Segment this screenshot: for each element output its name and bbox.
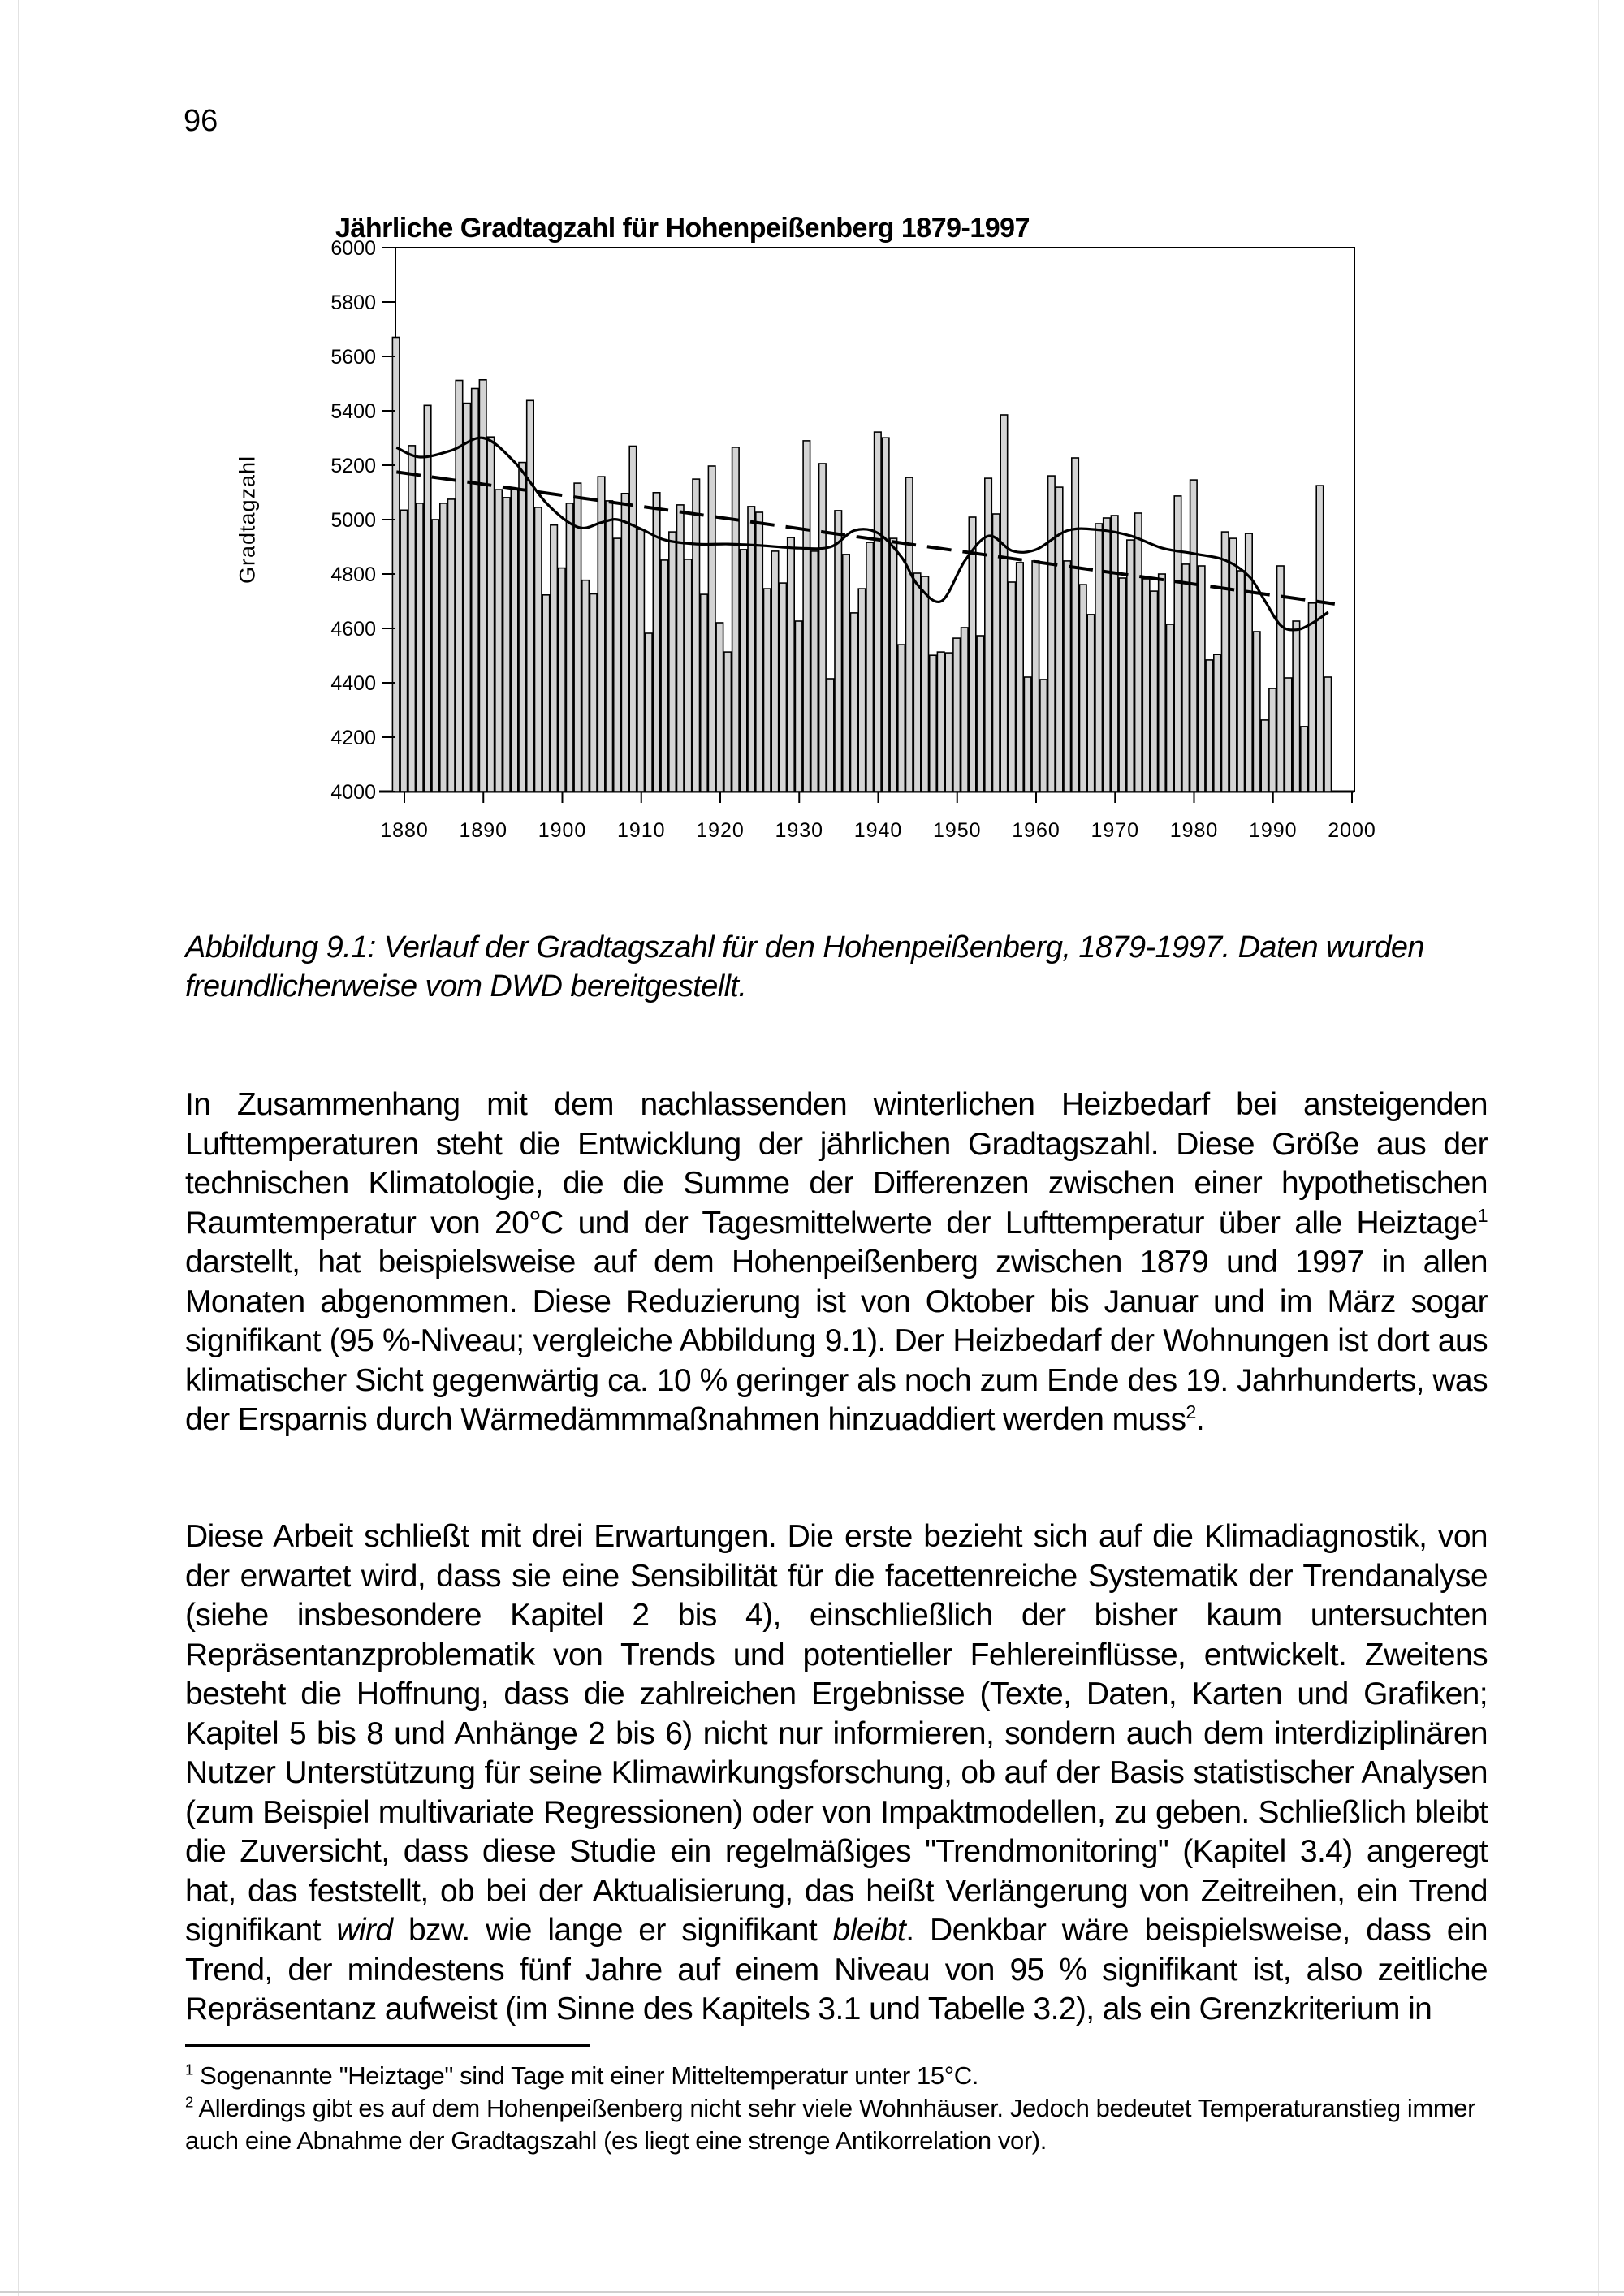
bar [890,538,897,792]
bar [922,576,929,792]
bar [400,510,408,792]
footnote-text: Sogenannte "Heiztage" sind Tage mit einer Mitteltemperatur unter 15°C. [192,2061,978,2090]
figure-chart [0,0,1624,877]
bar [1167,624,1174,792]
bar [1277,566,1285,792]
bar [977,636,984,792]
bar [440,503,447,792]
bar [677,505,685,792]
bar [1040,680,1047,792]
bar [764,589,771,792]
bar [1009,582,1016,792]
bar [701,594,708,792]
bar [606,501,613,792]
x-tick-label: 1950 [932,819,982,842]
emphasis-bleibt: bleibt [832,1913,906,1948]
bar [1024,677,1031,792]
y-tick-label: 5000 [330,509,376,532]
y-tick-label: 5800 [330,291,376,314]
y-tick-label: 6000 [330,237,376,260]
bar [637,529,645,792]
bar [1309,603,1316,792]
bar [685,559,692,792]
bar [432,520,439,792]
bar [614,538,621,792]
footnote-mark: 2 [185,2093,193,2111]
bar [740,550,747,792]
bar [945,653,952,792]
bar [479,380,486,792]
footnotes [185,2060,1488,2157]
bar [1316,486,1324,792]
bar [1301,727,1308,792]
bar [542,595,550,792]
bar [1135,513,1142,792]
bar [1222,532,1229,792]
bar [898,645,905,792]
bar [1190,480,1198,792]
paragraph-2 [185,1517,1488,2030]
bar [827,679,834,792]
bar [464,404,471,792]
footnote-separator [185,2044,590,2047]
paragraph-text: . Denkbar wäre beispielsweise, dass ein Trend, der mindestens fünf Jahre auf einem Niveau von 95 % signifikant ist, also zeitliche Repräsentanz aufweist (im Sinne des Kapitels 3.1 und Tabelle 3.2), als ein Grenzkriterium in [185,1913,1488,2026]
bar [1261,720,1268,792]
bar [985,478,992,792]
y-axis-label: Gradtagzahl [235,455,260,585]
bar [803,441,810,792]
paragraph-text: darstellt, hat beispielsweise auf dem Hohenpeißenberg zwischen 1879 und 1997 in allen Monaten abgenommen. Diese Reduzierung ist von Oktober bis Januar und im März sogar signifikant (95 %-Niveau; vergleiche Abbildung 9.1). Der Heizbedarf der Wohnungen ist dort aus klimatischer Sicht gegenwärtig ca. 10 % geringer als noch zum Ende des 19. Jahrhunderts, was der Ersparnis durch Wärmedämmmaßnahmen hinzuaddiert werden muss [185,1245,1488,1437]
bar [1072,458,1079,792]
footnote-ref-1: 1 [1477,1204,1488,1226]
footnote-text: Allerdings gibt es auf dem Hohenpeißenberg nicht sehr viele Wohnhäuser. Jedoch bedeutet Temperaturanstieg immer auch eine Abnahme der Gradtagszahl (es liegt eine strenge Antikorrelation vor). [185,2094,1476,2155]
bar [906,477,914,792]
bar [1198,566,1205,792]
bar [621,494,628,792]
emphasis-wird: wird [336,1913,393,1948]
bar [1182,564,1190,792]
bar [1293,621,1300,792]
x-tick-label: 1960 [1012,819,1060,842]
x-tick-label: 1990 [1248,819,1298,842]
bar [866,542,874,792]
bar [795,621,802,792]
bar [811,551,818,792]
x-tick-label: 1880 [380,819,429,842]
bar [629,447,637,792]
bar [1159,574,1166,792]
y-tick-label: 4000 [330,781,376,804]
bar [448,499,456,792]
bar [590,594,598,792]
bar [582,580,590,792]
bar [930,655,937,792]
bar [1127,540,1134,792]
paragraph-text: Diese Arbeit schließt mit drei Erwartungen. Die erste bezieht sich auf die Klimadiagnostik, von der erwartet wird, dass sie eine Sensibilität für die facettenreiche Systematik der Trendanalyse (siehe insbesondere Kapitel 2 bis 4), einschließlich der bisher kaum untersuchten Repräsentanzproblematik von Trends und potentieller Fehlereinflüsse, entwickelt. Zweitens besteht die Hoffnung, dass die zahlreichen Ergebnisse (Texte, Daten, Karten und Grafiken; Kapitel 5 bis 8 und Anhänge 2 bis 6) nicht nur informieren, sondern auch dem interdiziplinären Nutzer Unterstützung für seine Klimawirkungsforschung, ob auf der Basis statistischer Analysen (zum Beispiel multivariate Regressionen) oder von Impaktmodellen, zu geben. Schließlich bleibt die Zuversicht, dass diese Studie ein regelmäßiges "Trendmonitoring" (Kapitel 3.4) angeregt hat, das feststellt, ob bei der Aktualisierung, das heißt Verlängerung von Zeitreihen, ein Trend signifikant [185,1519,1488,1948]
paragraph-text: bzw. wie lange er signifikant [392,1913,833,1948]
bar [1324,677,1332,792]
bar [1080,585,1087,792]
bar [835,511,842,792]
bar [1032,561,1039,792]
bar [937,652,944,792]
bar [788,537,795,792]
figure-caption [185,928,1484,1006]
bar [1237,571,1245,792]
bar [724,652,732,792]
bar [535,507,542,792]
bar [771,551,779,792]
bar [1095,524,1103,792]
bar [953,638,961,792]
y-tick-label: 4400 [330,672,376,695]
x-tick-label: 1940 [853,819,903,842]
bar [1064,561,1071,792]
bar [780,583,787,792]
bar [1253,632,1260,792]
bar [646,633,653,792]
bar [1048,476,1056,792]
bar [1206,660,1213,792]
bar [559,568,566,792]
footnote-1 [185,2060,1488,2092]
bar [756,512,763,792]
bar [1087,615,1095,792]
page-number: 96 [184,104,218,138]
bar [669,532,676,792]
bar [708,466,715,792]
footnote-mark: 1 [185,2061,193,2078]
bar [1104,518,1111,792]
bar [566,503,573,792]
footnote-2 [185,2092,1488,2157]
footnote-ref-2: 2 [1186,1401,1196,1422]
y-tick-label: 4600 [330,618,376,641]
bar [961,628,969,792]
bar [716,623,723,792]
bar [1142,579,1150,792]
bar [1269,688,1276,792]
bar [551,525,558,792]
bar [875,432,882,792]
bar [819,464,827,792]
bar [732,447,740,792]
bar-chart-plot [0,0,1624,877]
bar [495,490,503,792]
paragraph-text: . [1195,1402,1205,1437]
bar [969,517,976,792]
bar [858,589,866,792]
bar [456,381,463,792]
paragraph-text: In Zusammenhang mit dem nachlassenden winterlichen Heizbedarf bei ansteigenden Lufttemperaturen steht die Entwicklung der jährlichen Gradtagszahl. Diese Größe aus der technischen Klimatologie, die die Summe der Differenzen zwischen einer hypothetischen Raumtemperatur von 20°C und der Tagesmittelwerte der Lufttemperatur über alle Heiztage [185,1087,1488,1241]
x-tick-label: 1970 [1091,819,1140,842]
bar [487,437,495,792]
bar [408,446,416,792]
bar [417,503,424,792]
x-tick-label: 1980 [1169,819,1219,842]
bar [574,483,581,792]
bar [1229,538,1237,792]
y-tick-label: 5200 [330,455,376,477]
bar [748,507,755,792]
bar [1017,563,1024,792]
paragraph-1 [185,1085,1488,1440]
y-tick-label: 4800 [330,563,376,586]
bar [661,560,668,792]
x-tick-label: 1900 [538,819,587,842]
bar [1111,516,1118,792]
bar [882,438,889,792]
bar [519,463,526,792]
bar [392,338,400,792]
caption-label: Abbildung 9.1: [185,930,376,965]
y-tick-label: 5400 [330,400,376,423]
bar [851,613,858,792]
y-tick-label: 5600 [330,346,376,369]
bar [843,555,850,792]
bar [503,498,511,792]
x-tick-label: 1920 [696,819,745,842]
caption-text: Verlauf der Gradtagszahl für den Hohenpeißenberg, 1879-1997. Daten wurden freundlicherweise vom DWD bereitgestellt. [185,930,1424,1003]
bar [1174,496,1181,792]
bar [511,490,518,792]
y-tick-label: 4200 [330,727,376,749]
bar [472,389,479,792]
bar [1214,654,1221,792]
chart-title: Jährliche Gradtagzahl für Hohenpeißenberg 1879-1997 [335,213,1030,244]
bar [693,479,700,792]
x-tick-label: 2000 [1328,819,1376,842]
scan-edge-bottom [0,2291,1624,2293]
bar [914,573,921,792]
bar [1119,578,1126,792]
bar [527,400,534,792]
x-tick-label: 1890 [459,819,508,842]
bar [1151,591,1158,792]
bar [1285,678,1292,792]
bar [424,405,431,792]
bar [1000,415,1008,792]
x-tick-label: 1910 [616,819,666,842]
x-tick-label: 1930 [775,819,824,842]
